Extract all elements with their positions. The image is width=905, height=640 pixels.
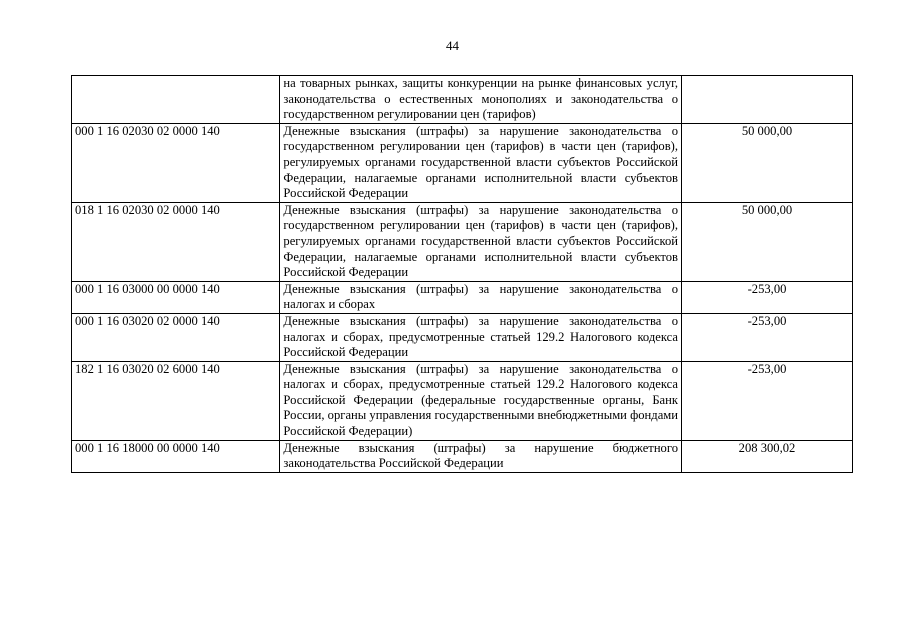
table-row xyxy=(72,76,853,124)
row-amount: 208 300,02 xyxy=(682,440,853,472)
row-code: 182 1 16 03020 02 6000 140 xyxy=(72,361,280,440)
row-amount: -253,00 xyxy=(682,361,853,440)
row-code: 018 1 16 02030 02 0000 140 xyxy=(72,202,280,281)
row-code xyxy=(72,76,280,124)
row-code: 000 1 16 18000 00 0000 140 xyxy=(72,440,280,472)
table-row xyxy=(72,281,853,313)
row-description: Денежные взыскания (штрафы) за нарушение законодательства о государственном регулировании цен (тарифов) в части цен (тарифов), регулируемых органами государственной власти субъектов Российской Федерации, налагаемые органами исполнительной власти субъектов Российской Федерации xyxy=(280,123,682,202)
row-code: 000 1 16 03020 02 0000 140 xyxy=(72,313,280,361)
row-description: на товарных рынках, защиты конкуренции на рынке финансовых услуг, законодательства о естественных монополиях и законодательства о государственном регулировании цен (тарифов) xyxy=(280,76,682,124)
table-row xyxy=(72,313,853,361)
page-number: 44 xyxy=(446,38,459,53)
row-code: 000 1 16 03000 00 0000 140 xyxy=(72,281,280,313)
row-description: Денежные взыскания (штрафы) за нарушение бюджетного законодательства Российской Федерации xyxy=(280,440,682,472)
row-amount: 50 000,00 xyxy=(682,202,853,281)
table-row xyxy=(72,440,853,472)
table-row xyxy=(72,123,853,202)
row-amount: -253,00 xyxy=(682,281,853,313)
row-description: Денежные взыскания (штрафы) за нарушение законодательства о налогах и сборах, предусмотренные статьей 129.2 Налогового кодекса Российской Федерации (федеральные государственные органы, Банк России, органы управления государственными внебюджетными фондами Российской Федерации) xyxy=(280,361,682,440)
row-description: Денежные взыскания (штрафы) за нарушение законодательства о налогах и сборах, предусмотренные статьей 129.2 Налогового кодекса Российской Федерации xyxy=(280,313,682,361)
row-amount: -253,00 xyxy=(682,313,853,361)
row-amount: 50 000,00 xyxy=(682,123,853,202)
row-description: Денежные взыскания (штрафы) за нарушение законодательства о налогах и сборах xyxy=(280,281,682,313)
row-description: Денежные взыскания (штрафы) за нарушение законодательства о государственном регулировании цен (тарифов) в части цен (тарифов), регулируемых органами государственной власти субъектов Российской Федерации, налагаемые органами исполнительной власти субъектов Российской Федерации xyxy=(280,202,682,281)
table-row xyxy=(72,202,853,281)
row-amount xyxy=(682,76,853,124)
row-code: 000 1 16 02030 02 0000 140 xyxy=(72,123,280,202)
table-row xyxy=(72,361,853,440)
budget-table xyxy=(71,75,853,473)
